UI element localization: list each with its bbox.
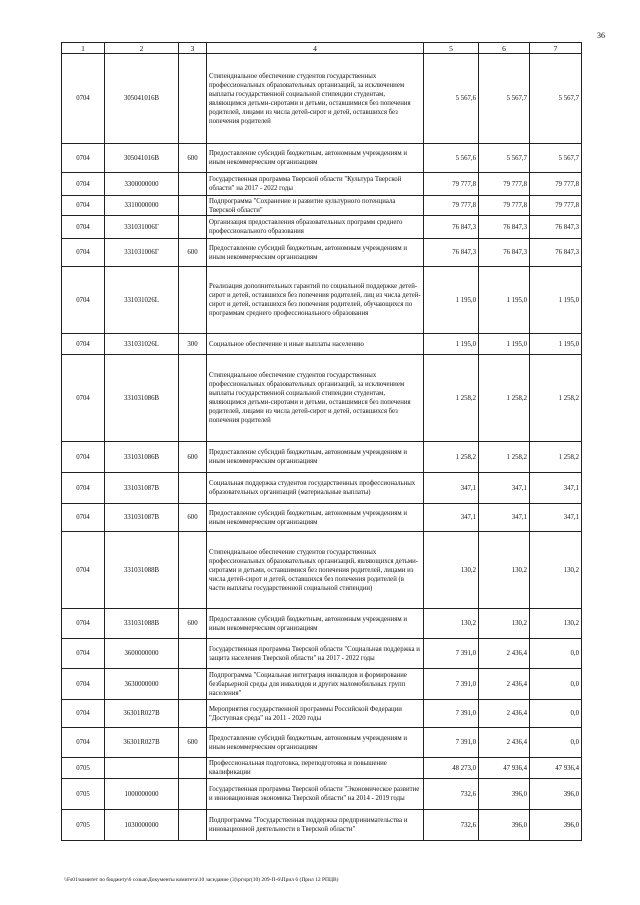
amount-year1-cell: 79 777,8 <box>424 173 479 196</box>
amount-year2-cell: 5 567,7 <box>479 54 530 144</box>
amount-year3-cell: 0,0 <box>530 639 582 669</box>
target-article-cell: 331031087В <box>105 473 179 504</box>
section-code-cell: 0704 <box>62 504 105 532</box>
description-cell: Подпрограмма "Сохранение и развитие культурного потенциала Тверской области" <box>207 196 424 216</box>
table-row <box>62 144 582 173</box>
budget-table <box>61 42 582 841</box>
amount-year2-cell: 2 436,4 <box>479 700 530 728</box>
amount-year1-cell: 1 195,0 <box>424 334 479 355</box>
section-code-cell: 0704 <box>62 532 105 609</box>
description-cell: Государственная программа Тверской области "Культура Тверской области" на 2017 - 2022 годы <box>207 173 424 196</box>
amount-year3-cell: 0,0 <box>530 669 582 700</box>
table-row <box>62 779 582 810</box>
table-row <box>62 54 582 144</box>
expense-type-cell <box>179 216 207 239</box>
target-article-cell <box>105 758 179 779</box>
amount-year2-cell: 76 847,3 <box>479 239 530 267</box>
description-cell: Предоставление субсидий бюджетным, автономным учреждениям и иным некоммерческим организациям <box>207 239 424 267</box>
target-article-cell: 36301R027В <box>105 700 179 728</box>
target-article-cell: 3600000000 <box>105 639 179 669</box>
table-row <box>62 267 582 334</box>
table-row <box>62 239 582 267</box>
expense-type-cell <box>179 669 207 700</box>
section-code-cell: 0704 <box>62 355 105 442</box>
table-row <box>62 700 582 728</box>
expense-type-cell: 600 <box>179 609 207 639</box>
table-row <box>62 639 582 669</box>
expense-type-cell <box>179 700 207 728</box>
target-article-cell: 331031006Г <box>105 216 179 239</box>
expense-type-cell: 600 <box>179 144 207 173</box>
section-code-cell: 0704 <box>62 196 105 216</box>
amount-year3-cell: 347,1 <box>530 504 582 532</box>
amount-year2-cell: 1 258,2 <box>479 355 530 442</box>
target-article-cell: 3310000000 <box>105 196 179 216</box>
target-article-cell: 305041016В <box>105 144 179 173</box>
description-cell: Реализация дополнительных гарантий по социальной поддержке детей-сирот и детей, оставшихся без попечения родителей, лиц из числа детей-сирот и детей, оставшихся без попечения родителей, обучающихся по программам среднего профессионального образования <box>207 267 424 334</box>
expense-type-cell <box>179 758 207 779</box>
description-cell: Социальная поддержка студентов государственных профессиональных образовательных организаций (материальные выплаты) <box>207 473 424 504</box>
description-cell: Государственная программа Тверской области "Социальная поддержка и защита населения Тверской области" на 2017 - 2022 годы <box>207 639 424 669</box>
description-cell: Подпрограмма "Государственная поддержка предпринимательства и инновационной деятельности в Тверской области" <box>207 810 424 841</box>
target-article-cell: 331031006Г <box>105 239 179 267</box>
section-code-cell: 0704 <box>62 334 105 355</box>
description-cell: Предоставление субсидий бюджетным, автономным учреждениям и иным некоммерческим организациям <box>207 144 424 173</box>
description-cell: Организация предоставления образовательных программ среднего профессионального образования <box>207 216 424 239</box>
amount-year2-cell: 1 195,0 <box>479 267 530 334</box>
table-row <box>62 173 582 196</box>
section-code-cell: 0704 <box>62 54 105 144</box>
description-cell: Предоставление субсидий бюджетным, автономным учреждениям и иным некоммерческим организациям <box>207 728 424 758</box>
section-code-cell: 0704 <box>62 442 105 473</box>
amount-year3-cell: 130,2 <box>530 532 582 609</box>
table-row <box>62 473 582 504</box>
amount-year1-cell: 732,6 <box>424 779 479 810</box>
expense-type-cell <box>179 779 207 810</box>
header-cell: 4 <box>207 43 424 54</box>
header-cell: 6 <box>479 43 530 54</box>
amount-year3-cell: 76 847,3 <box>530 216 582 239</box>
expense-type-cell: 600 <box>179 504 207 532</box>
amount-year1-cell: 79 777,8 <box>424 196 479 216</box>
table-row <box>62 442 582 473</box>
description-cell: Стипендиальное обеспечение студентов государственных профессиональных образовательных организаций, являющихся детьми-сиротами и детьми, оставшимися без попечения родителей, лицами из числа детей-сирот и детей, оставшихся без попечения родителей (в части выплаты государственной социальной стипендии) <box>207 532 424 609</box>
table-row <box>62 334 582 355</box>
amount-year1-cell: 347,1 <box>424 504 479 532</box>
amount-year3-cell: 79 777,8 <box>530 196 582 216</box>
header-cell: 2 <box>105 43 179 54</box>
expense-type-cell: 600 <box>179 442 207 473</box>
section-code-cell: 0704 <box>62 609 105 639</box>
table-row <box>62 355 582 442</box>
table-row <box>62 532 582 609</box>
section-code-cell: 0705 <box>62 779 105 810</box>
amount-year2-cell: 5 567,7 <box>479 144 530 173</box>
amount-year2-cell: 130,2 <box>479 609 530 639</box>
amount-year2-cell: 79 777,8 <box>479 196 530 216</box>
amount-year2-cell: 2 436,4 <box>479 639 530 669</box>
amount-year3-cell: 0,0 <box>530 700 582 728</box>
table-row <box>62 216 582 239</box>
expense-type-cell <box>179 473 207 504</box>
amount-year3-cell: 130,2 <box>530 609 582 639</box>
expense-type-cell <box>179 532 207 609</box>
amount-year3-cell: 1 258,2 <box>530 355 582 442</box>
amount-year1-cell: 5 567,6 <box>424 144 479 173</box>
target-article-cell: 331031086В <box>105 442 179 473</box>
expense-type-cell <box>179 267 207 334</box>
amount-year1-cell: 7 391,0 <box>424 700 479 728</box>
target-article-cell: 3630000000 <box>105 669 179 700</box>
amount-year2-cell: 347,1 <box>479 473 530 504</box>
amount-year1-cell: 347,1 <box>424 473 479 504</box>
amount-year2-cell: 2 436,4 <box>479 728 530 758</box>
page-number: 36 <box>597 31 605 40</box>
amount-year2-cell: 1 258,2 <box>479 442 530 473</box>
target-article-cell: 3300000000 <box>105 173 179 196</box>
target-article-cell: 36301R027В <box>105 728 179 758</box>
section-code-cell: 0704 <box>62 639 105 669</box>
amount-year1-cell: 5 567,6 <box>424 54 479 144</box>
amount-year3-cell: 396,0 <box>530 779 582 810</box>
amount-year3-cell: 1 258,2 <box>530 442 582 473</box>
amount-year1-cell: 76 847,3 <box>424 216 479 239</box>
section-code-cell: 0704 <box>62 700 105 728</box>
expense-type-cell <box>179 173 207 196</box>
amount-year1-cell: 732,6 <box>424 810 479 841</box>
expense-type-cell <box>179 196 207 216</box>
target-article-cell: 1030000000 <box>105 810 179 841</box>
table-row <box>62 504 582 532</box>
description-cell: Профессиональная подготовка, переподготовка и повышение квалификации <box>207 758 424 779</box>
amount-year1-cell: 7 391,0 <box>424 669 479 700</box>
table-row <box>62 609 582 639</box>
section-code-cell: 0704 <box>62 144 105 173</box>
amount-year1-cell: 7 391,0 <box>424 639 479 669</box>
section-code-cell: 0704 <box>62 239 105 267</box>
amount-year2-cell: 130,2 <box>479 532 530 609</box>
amount-year3-cell: 5 567,7 <box>530 144 582 173</box>
amount-year2-cell: 396,0 <box>479 810 530 841</box>
target-article-cell: 331031026L <box>105 267 179 334</box>
description-cell: Предоставление субсидий бюджетным, автономным учреждениям и иным некоммерческим организациям <box>207 442 424 473</box>
amount-year2-cell: 347,1 <box>479 504 530 532</box>
description-cell: Мероприятия государственной программы Российской Федерации "Доступная среда" на 2011 - 2020 годы <box>207 700 424 728</box>
table-body <box>62 54 582 841</box>
amount-year2-cell: 79 777,8 <box>479 173 530 196</box>
expense-type-cell <box>179 639 207 669</box>
section-code-cell: 0704 <box>62 216 105 239</box>
amount-year3-cell: 1 195,0 <box>530 334 582 355</box>
table-row <box>62 728 582 758</box>
description-cell: Социальное обеспечение и иные выплаты населению <box>207 334 424 355</box>
amount-year2-cell: 47 936,4 <box>479 758 530 779</box>
amount-year2-cell: 2 436,4 <box>479 669 530 700</box>
description-cell: Предоставление субсидий бюджетным, автономным учреждениям и иным некоммерческим организациям <box>207 504 424 532</box>
amount-year1-cell: 1 258,2 <box>424 442 479 473</box>
expense-type-cell <box>179 810 207 841</box>
expense-type-cell: 600 <box>179 728 207 758</box>
target-article-cell: 331031088В <box>105 609 179 639</box>
header-cell: 7 <box>530 43 582 54</box>
section-code-cell: 0704 <box>62 173 105 196</box>
header-cell: 1 <box>62 43 105 54</box>
amount-year1-cell: 1 195,0 <box>424 267 479 334</box>
amount-year3-cell: 5 567,7 <box>530 54 582 144</box>
amount-year1-cell: 1 258,2 <box>424 355 479 442</box>
section-code-cell: 0704 <box>62 267 105 334</box>
amount-year3-cell: 47 936,4 <box>530 758 582 779</box>
target-article-cell: 305041016В <box>105 54 179 144</box>
section-code-cell: 0704 <box>62 473 105 504</box>
amount-year3-cell: 1 195,0 <box>530 267 582 334</box>
description-cell: Стипендиальное обеспечение студентов государственных профессиональных образовательных организаций, за исключением выплаты государственной социальной стипендии студентам, являющимся детьми-сиротами и детьми, оставшимися без попечения родителей, лицами из числа детей-сирот и детей, оставшихся без попечения родителей <box>207 54 424 144</box>
amount-year1-cell: 130,2 <box>424 609 479 639</box>
target-article-cell: 331031026L <box>105 334 179 355</box>
amount-year3-cell: 0,0 <box>530 728 582 758</box>
expense-type-cell <box>179 355 207 442</box>
target-article-cell: 331031088В <box>105 532 179 609</box>
table-row <box>62 810 582 841</box>
section-code-cell: 0704 <box>62 728 105 758</box>
header-cell: 3 <box>179 43 207 54</box>
amount-year2-cell: 396,0 <box>479 779 530 810</box>
amount-year3-cell: 79 777,8 <box>530 173 582 196</box>
header-cell: 5 <box>424 43 479 54</box>
amount-year1-cell: 48 273,0 <box>424 758 479 779</box>
section-code-cell: 0704 <box>62 669 105 700</box>
target-article-cell: 331031087В <box>105 504 179 532</box>
expense-type-cell: 600 <box>179 239 207 267</box>
amount-year1-cell: 7 391,0 <box>424 728 479 758</box>
target-article-cell: 1000000000 <box>105 779 179 810</box>
section-code-cell: 0705 <box>62 810 105 841</box>
expense-type-cell: 300 <box>179 334 207 355</box>
description-cell: Предоставление субсидий бюджетным, автономным учреждениям и иным некоммерческим организациям <box>207 609 424 639</box>
description-cell: Подпрограмма "Социальная интеграция инвалидов и формирование безбарьерной среды для инвалидов и других маломобильных групп населения" <box>207 669 424 700</box>
header-row <box>62 43 582 54</box>
amount-year1-cell: 76 847,3 <box>424 239 479 267</box>
table-row <box>62 758 582 779</box>
table-row <box>62 669 582 700</box>
target-article-cell: 331031086В <box>105 355 179 442</box>
amount-year3-cell: 76 847,3 <box>530 239 582 267</box>
description-cell: Государственная программа Тверской области "Экономическое развитие и инновационная экономика Тверской области" на 2014 - 2019 годы <box>207 779 424 810</box>
amount-year2-cell: 1 195,0 <box>479 334 530 355</box>
footer-file-path: \\Fs01\комитет по бюджету\6 созыв\Документы комитета\10 заседание (3)\pr\spr(10) 209-П-6\Прил 6 (Прил 12 РПЦВ) <box>64 877 339 883</box>
table-row <box>62 196 582 216</box>
amount-year3-cell: 396,0 <box>530 810 582 841</box>
amount-year3-cell: 347,1 <box>530 473 582 504</box>
description-cell: Стипендиальное обеспечение студентов государственных профессиональных образовательных организаций, за исключением выплаты государственной социальной стипендии студентам, являющимся детьми-сиротами и детьми, оставшимися без попечения родителей, лицами из числа детей-сирот и детей, оставшихся без попечения родителей <box>207 355 424 442</box>
amount-year2-cell: 76 847,3 <box>479 216 530 239</box>
expense-type-cell <box>179 54 207 144</box>
section-code-cell: 0705 <box>62 758 105 779</box>
amount-year1-cell: 130,2 <box>424 532 479 609</box>
